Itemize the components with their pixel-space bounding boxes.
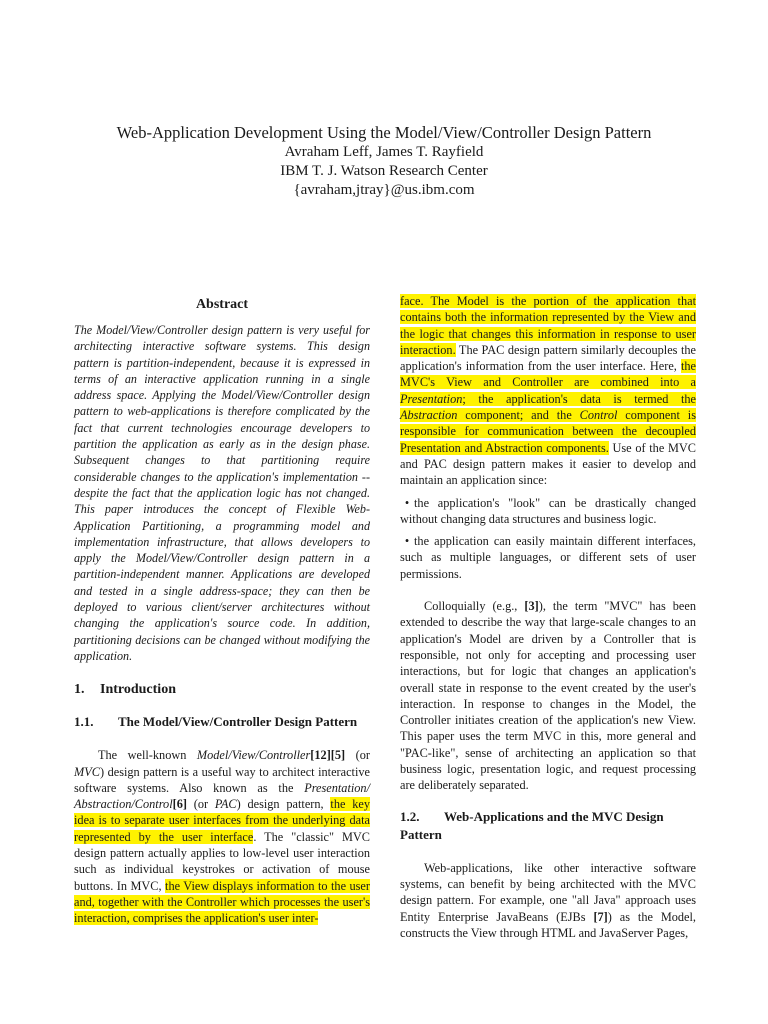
text-run: Colloquially (e.g., (424, 599, 525, 614)
highlighted-text: component; and the (457, 408, 580, 423)
abstract-body: The Model/View/Controller design pattern is very useful for architecting interactive software systems. This design pattern is partition-independent, because it is expressed in terms of an interactive application running in a single address space. Applying the Model/View/Controller design pattern to web-applications is therefore complicated by the fact that current technologies encourage developers to partition the application as early as in the design phase. Subsequent changes to that partitioning require considerable changes to the application's implementation -- despite the fact that the application logic has not changed. This paper introduces the concept of Flexible Web-Application Partitioning, a programming model and implementation infrastructure, that allows developers to apply the Model/View/Controller design pattern in a partition-independent manner. Applications are developed and tested in a single address-space; they can then be deployed to various client/server architectures without changing the application's source code. In addition, partitioning decisions can be changed without modifying the application. (74, 323, 370, 663)
bullet-item (400, 495, 696, 528)
text-run: The well-known (98, 748, 197, 763)
subsection-title: Web-Applications and the MVC Design Pattern (400, 808, 664, 842)
section-number: 1. (74, 682, 85, 698)
right-column (400, 293, 696, 941)
text-run: ) design pattern, (236, 797, 331, 812)
text-run: Web-applications, like other interactive software systems, can benefit by being architected with the MVC design pattern. For example, one "all Java" approach uses Entity Enterprise JavaBeans (EJBs (400, 860, 696, 924)
highlighted-text-italic: Abstraction (400, 408, 458, 423)
text-run-italic: Model/View/Controller (196, 748, 311, 763)
text-run: The PAC design pattern similarly decouples the application's information from the user interface. Here, (400, 342, 696, 374)
section-title: Introduction (100, 682, 176, 698)
bullet-text: the application's "look" can be drastically changed without changing data structures and business logic. (400, 495, 696, 526)
subsection-number: 1.2. (400, 808, 420, 824)
highlighted-text-italic: Control (579, 408, 618, 423)
subsection-heading-mvc (74, 713, 370, 731)
section-heading-introduction (74, 681, 370, 699)
text-run: ) design pattern is a useful way to architect interactive software systems. Also known as the (74, 764, 370, 795)
highlighted-text: face. The Model is the portion of the application that contains both the information represented by the View and the logic that changes this information in response to user interaction. (400, 294, 696, 357)
continued-paragraph (400, 293, 696, 489)
citation: [3] (524, 599, 539, 614)
web-applications-paragraph (400, 860, 696, 941)
bullet-icon: • (404, 534, 410, 549)
text-run-italic: Presentation/ Abstraction/Control (74, 780, 370, 812)
citation: [7] (593, 909, 608, 924)
highlighted-text: ; the application's data is termed the (462, 391, 696, 406)
bullet-icon: • (404, 495, 410, 510)
highlighted-text: the View displays information to the user and, together with the Controller which processes the user's interaction, comprises the application's user inter- (74, 878, 370, 926)
highlighted-text-italic: Presentation (400, 391, 463, 406)
citation: [12] (310, 748, 331, 763)
bullet-item (400, 533, 696, 582)
subsection-number: 1.1. (74, 714, 94, 730)
text-run: (or (186, 797, 215, 812)
citation: [5] (330, 748, 346, 763)
text-run-italic: MVC (74, 764, 100, 779)
subsection-heading-web-applications (400, 808, 696, 844)
intro-paragraph (74, 747, 370, 926)
paper-email: {avraham,jtray}@us.ibm.com (293, 182, 475, 198)
paper-affiliation: IBM T. J. Watson Research Center (280, 163, 488, 179)
paper-header (0, 123, 768, 200)
text-run: ) as the Model, constructs the View through HTML and JavaServer Pages, (400, 909, 696, 940)
abstract-heading: Abstract (195, 297, 249, 312)
text-run-italic: PAC (214, 797, 237, 812)
subsection-title: The Model/View/Controller Design Pattern (118, 714, 358, 730)
colloquial-paragraph (400, 598, 696, 794)
text-run: . The "classic" MVC design pattern actually applies to low-level user interaction such as individual keystrokes or activation of mouse buttons. In MVC, (74, 829, 370, 893)
highlighted-text: the key idea is to separate user interfaces from the underlying data represented by the user interface (74, 797, 370, 844)
highlighted-text: component is responsible for communication between the decoupled Presentation and Abstraction components. (400, 408, 696, 455)
highlighted-text: the MVC's View and Controller are combined into a (400, 359, 696, 390)
text-run: Use of the MVC and PAC design pattern makes it easier to develop and maintain an application since: (400, 440, 696, 488)
paper-title: Web-Application Development Using the Model/View/Controller Design Pattern (116, 123, 652, 142)
citation: [6] (172, 797, 187, 812)
text-run: (or (345, 748, 370, 763)
text-run: ), the term "MVC" has been extended to describe the way that large-scale changes to an application's Model are driven by a Controller that is responsible, not only for accepting and processing user interactions, but for logic that changes an application's overall state in response to the event created by the user's interaction. In response to changes in the Model, the Controller initiates creation of the application's new View. This paper uses the term MVC in this, more general and "PAC-like", sense of architecting an application so that business logic, presentation logic, and request processing are deliberately separated. (400, 599, 696, 793)
paper-authors: Avraham Leff, James T. Rayfield (284, 144, 484, 160)
bullet-text: the application can easily maintain different interfaces, such as multiple languages, or different sets of user permissions. (400, 534, 696, 581)
left-column (74, 296, 370, 927)
